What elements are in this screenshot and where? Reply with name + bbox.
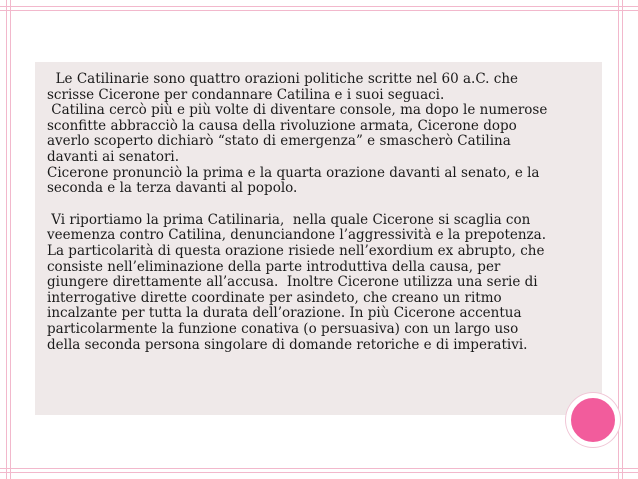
text-line: incalzante per tutta la durata dell’orazione. In più Cicerone accentua	[47, 305, 522, 322]
text-line: La particolarità di questa orazione risiede nell’exordium ex abrupto, che	[47, 242, 545, 259]
text-line: seconda e la terza davanti al popolo.	[47, 180, 298, 197]
text-line: Vi riportiamo la prima Catilinaria, nella quale Cicerone si scaglia con	[47, 211, 531, 228]
paragraph-catilina	[47, 103, 595, 165]
frame-line-top-outer	[0, 6, 638, 7]
slide-body-text	[47, 72, 595, 353]
paragraph-spacer	[47, 197, 595, 213]
frame-line-left-outer	[6, 0, 7, 479]
frame-line-bottom-inner	[0, 468, 638, 469]
text-line: Catilina cercò più e più volte di diventare console, ma dopo le numerose	[47, 102, 548, 119]
text-line: davanti ai senatori.	[47, 148, 180, 165]
text-line: Le Catilinarie sono quattro orazioni politiche scritte nel 60 a.C. che	[47, 71, 518, 87]
text-line: interrogative dirette coordinate per asindeto, che creano un ritmo	[47, 289, 502, 306]
paragraph-orazioni	[47, 166, 595, 197]
text-line: sconfitte abbracciò la causa della rivoluzione armata, Cicerone dopo	[47, 117, 517, 134]
frame-line-right-inner	[618, 0, 619, 479]
text-line: della seconda persona singolare di domande retoriche e di imperativi.	[47, 336, 528, 353]
text-line: averlo scoperto dichiarò “stato di emergenza” e smascherò Catilina	[47, 133, 511, 150]
frame-line-right-outer	[622, 0, 623, 479]
frame-line-top-inner	[0, 10, 638, 11]
text-line: scrisse Cicerone per condannare Catilina e i suoi seguaci.	[47, 86, 445, 103]
text-line: particolarmente la funzione conativa (o persuasiva) con un largo uso	[47, 320, 519, 337]
text-line: Cicerone pronunciò la prima e la quarta orazione davanti al senato, e la	[47, 164, 540, 181]
text-line: giungere direttamente all’accusa. Inoltre Cicerone utilizza una serie di	[47, 274, 538, 291]
paragraph-prima-catilinaria	[47, 213, 595, 353]
text-line: consiste nell’eliminazione della parte introduttiva della causa, per	[47, 258, 501, 275]
text-line: veemenza contro Catilina, denunciandone l’aggressività e la prepotenza.	[47, 227, 547, 244]
frame-line-left-inner	[10, 0, 11, 479]
decorative-circle-icon	[566, 393, 620, 447]
frame-line-bottom-outer	[0, 472, 638, 473]
paragraph-intro	[47, 72, 595, 103]
